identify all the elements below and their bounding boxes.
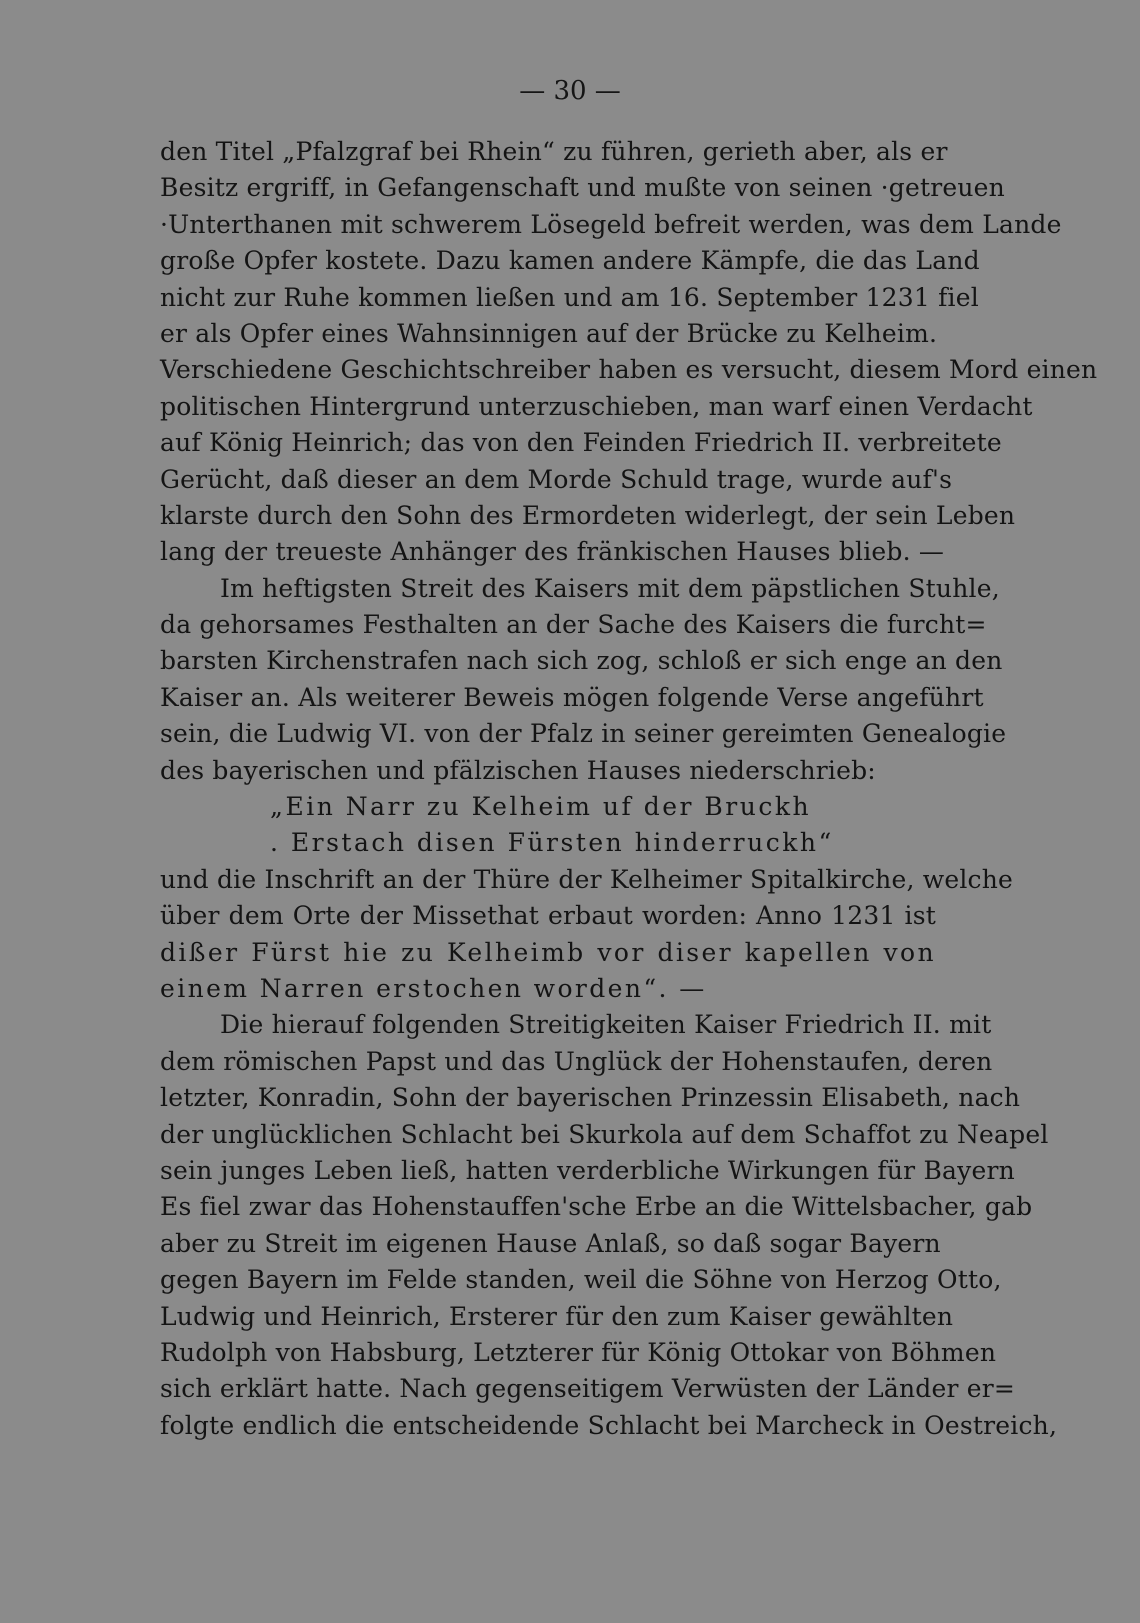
text-line: und die Inschrift an der Thüre der Kelheimer Spitalkirche, welche <box>160 864 1014 894</box>
text-line: den Titel „Pfalzgraf bei Rhein“ zu führen, gerieth aber, als er <box>160 137 948 166</box>
text-line: Besitz ergriff, in Gefangenschaft und mußte von seinen ·getreuen <box>160 173 1005 203</box>
text-line: ·Unterthanen mit schwerem Lösegeld befreit werden, was dem Lande <box>160 209 1062 239</box>
text-line: aber zu Streit im eigenen Hause Anlaß, so daß sogar Bayern <box>160 1228 941 1258</box>
text-line: sein, die Ludwig VI. von der Pfalz in seiner gereimten Genealogie <box>160 719 1007 749</box>
text-line: dißer Fürst hie zu Kelheimb vor diser kapellen von <box>160 937 936 967</box>
text-line: lang der treueste Anhänger des fränkischen Hauses blieb. — <box>160 537 945 567</box>
text-line: des bayerischen und pfälzischen Hauses niederschrieb: <box>160 755 876 785</box>
text-line: Ludwig und Heinrich, Ersterer für den zum Kaiser gewählten <box>160 1301 954 1331</box>
text-line: politischen Hintergrund unterzuschieben, man warf einen Verdacht <box>160 391 1033 421</box>
text-line: Es fiel zwar das Hohenstauffen'sche Erbe an die Wittelsbacher, gab <box>160 1192 1033 1222</box>
verse-line: „Ein Narr zu Kelheim uf der Bruckh <box>270 792 812 822</box>
verse-line: . Erstach disen Fürsten hinderruckh“ <box>270 828 834 858</box>
text-line: Rudolph von Habsburg, Letzterer für König Ottokar von Böhmen <box>160 1337 997 1367</box>
text-line: folgte endlich die entscheidende Schlacht bei Marcheck in Oestreich, <box>160 1410 1058 1440</box>
text-line: gegen Bayern im Felde standen, weil die Söhne von Herzog Otto, <box>160 1265 1002 1295</box>
text-line: er als Opfer eines Wahnsinnigen auf der Brücke zu Kelheim. <box>160 318 938 348</box>
text-line: letzter, Konradin, Sohn der bayerischen Prinzessin Elisabeth, nach <box>160 1083 1021 1113</box>
text-line: auf König Heinrich; das von den Feinden Friedrich II. verbreitete <box>160 428 1002 458</box>
text-line: Im heftigsten Streit des Kaisers mit dem päpstlichen Stuhle, <box>220 573 1000 603</box>
text-line: sein junges Leben ließ, hatten verderbliche Wirkungen für Bayern <box>160 1155 1015 1185</box>
text-line: da gehorsames Festhalten an der Sache des Kaisers die furcht= <box>160 610 987 640</box>
text-line: dem römischen Papst und das Unglück der Hohenstaufen, deren <box>160 1046 993 1076</box>
text-line: der unglücklichen Schlacht bei Skurkola auf dem Schaffot zu Neapel <box>160 1119 1049 1149</box>
text-line: klarste durch den Sohn des Ermordeten widerlegt, der sein Leben <box>160 500 1016 530</box>
body-text <box>160 134 1098 1444</box>
text-line: sich erklärt hatte. Nach gegenseitigem Verwüsten der Länder er= <box>160 1374 1016 1404</box>
page-number: — 30 — <box>519 76 621 106</box>
text-line: einem Narren erstochen worden“. — <box>160 973 707 1003</box>
text-line: große Opfer kostete. Dazu kamen andere Kämpfe, die das Land <box>160 246 980 276</box>
text-line: Gerücht, daß dieser an dem Morde Schuld trage, wurde auf's <box>160 464 953 494</box>
text-line: barsten Kirchenstrafen nach sich zog, schloß er sich enge an den <box>160 646 1003 676</box>
text-line: über dem Orte der Missethat erbaut worden: Anno 1231 ist <box>160 901 936 931</box>
text-line: Verschiedene Geschichtschreiber haben es versucht, diesem Mord einen <box>160 355 1098 385</box>
text-line: Kaiser an. Als weiterer Beweis mögen folgende Verse angeführt <box>160 682 984 712</box>
text-line: Die hierauf folgenden Streitigkeiten Kaiser Friedrich II. mit <box>220 1010 992 1040</box>
text-line: nicht zur Ruhe kommen ließen und am 16. September 1231 fiel <box>160 282 979 312</box>
